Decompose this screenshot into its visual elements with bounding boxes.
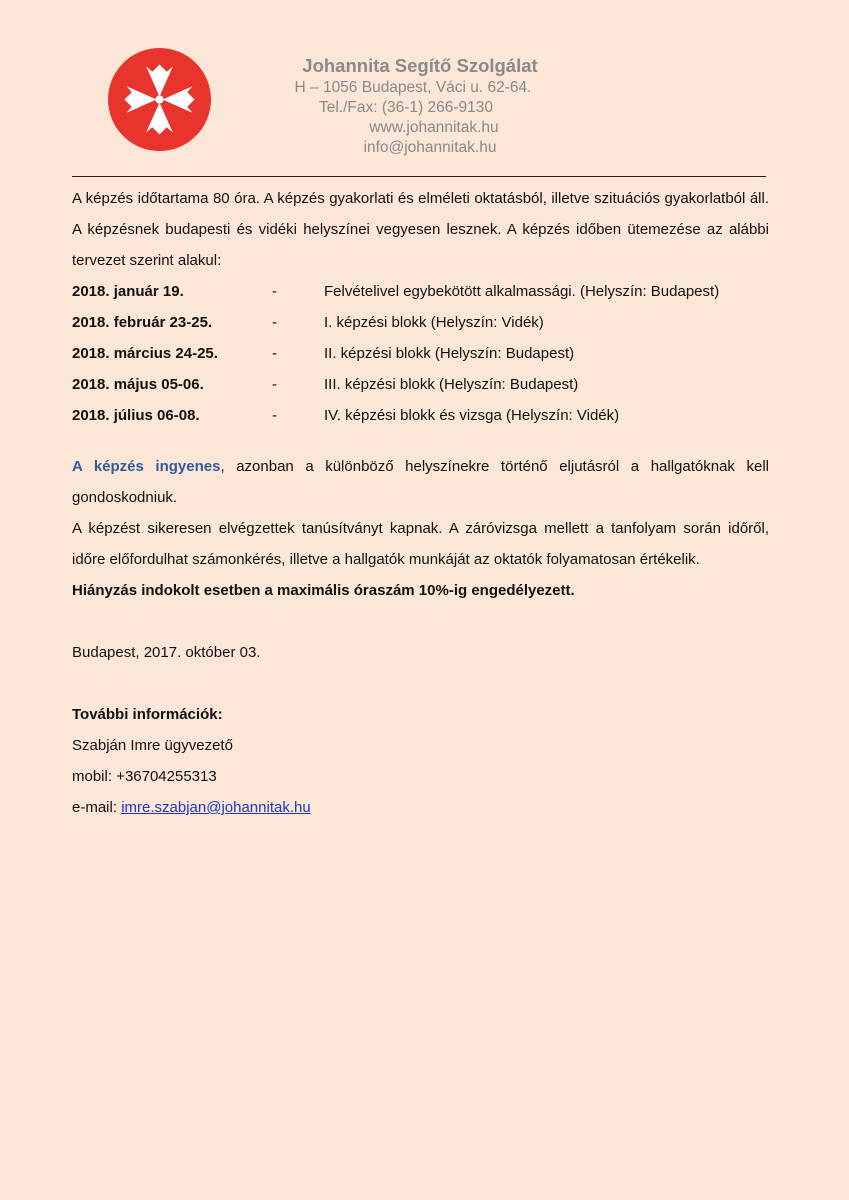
schedule-dash: - [272,407,277,424]
schedule-date: 2018. január 19. [72,283,184,300]
maltese-cross-icon [108,48,211,151]
contact-mobile: mobil: +36704255313 [72,768,217,785]
schedule-date: 2018. május 05-06. [72,376,204,393]
header-divider [72,176,766,177]
schedule-dash: - [272,345,277,362]
org-address: H – 1056 Budapest, Váci u. 62-64. [294,79,532,96]
schedule-list [72,276,769,431]
free-highlight: A képzés ingyenes [72,458,221,475]
free-rest: , azonban a különböző helyszínekre történő eljutásról a hallgatóknak kell gondoskodniuk. [72,458,769,506]
schedule-row [72,307,769,338]
schedule-description: IV. képzési blokk és vizsga (Helyszín: Vidék) [324,407,620,424]
schedule-description: Felvételivel egybekötött alkalmassági. (Helyszín: Budapest) [324,283,720,300]
schedule-dash: - [272,314,277,331]
org-phone: Tel./Fax: (36-1) 266-9130 [318,99,494,116]
organization-header [240,54,600,158]
org-email[interactable]: info@johannitak.hu [363,139,497,156]
schedule-row [72,400,769,431]
schedule-description: III. képzési blokk (Helyszín: Budapest) [324,376,579,393]
org-name: Johannita Segítő Szolgálat [302,55,538,76]
schedule-description: II. képzési blokk (Helyszín: Budapest) [324,345,575,362]
free-training-paragraph [72,451,769,513]
schedule-date: 2018. február 23-25. [72,314,213,331]
intro-paragraph: A képzés időtartama 80 óra. A képzés gyakorlati és elméleti oktatásból, illetve szituációs gyakorlatból áll. A képzésnek budapesti és vidéki helyszínei vegyesen lesznek. A képzés időben ütemezése az alábbi tervezet szerint alakul: [72,190,769,269]
certificate-paragraph: A képzést sikeresen elvégzettek tanúsítványt kapnak. A záróvizsga mellett a tanfolyam során időről, időre előfordulhat számonkérés, illetve a hallgatók munkáját az oktatók folyamatosan értékelik. [72,520,769,568]
schedule-row [72,369,769,400]
contact-email-link[interactable]: imre.szabjan@johannitak.hu [121,799,311,816]
schedule-row [72,276,769,307]
org-website[interactable]: www.johannitak.hu [369,119,499,136]
schedule-date: 2018. március 24-25. [72,345,218,362]
document-body [72,183,769,823]
contact-heading: További információk: [72,706,223,723]
absence-notice: Hiányzás indokolt esetben a maximális óraszám 10%-ig engedélyezett. [72,582,575,599]
contact-email-label: e-mail: [72,799,122,816]
schedule-dash: - [272,376,277,393]
schedule-dash: - [272,283,277,300]
schedule-row [72,338,769,369]
contact-email-line [72,792,769,823]
schedule-description: I. képzési blokk (Helyszín: Vidék) [324,314,544,331]
schedule-date: 2018. július 06-08. [72,407,200,424]
place-date: Budapest, 2017. október 03. [72,644,261,661]
contact-person: Szabján Imre ügyvezető [72,737,233,754]
